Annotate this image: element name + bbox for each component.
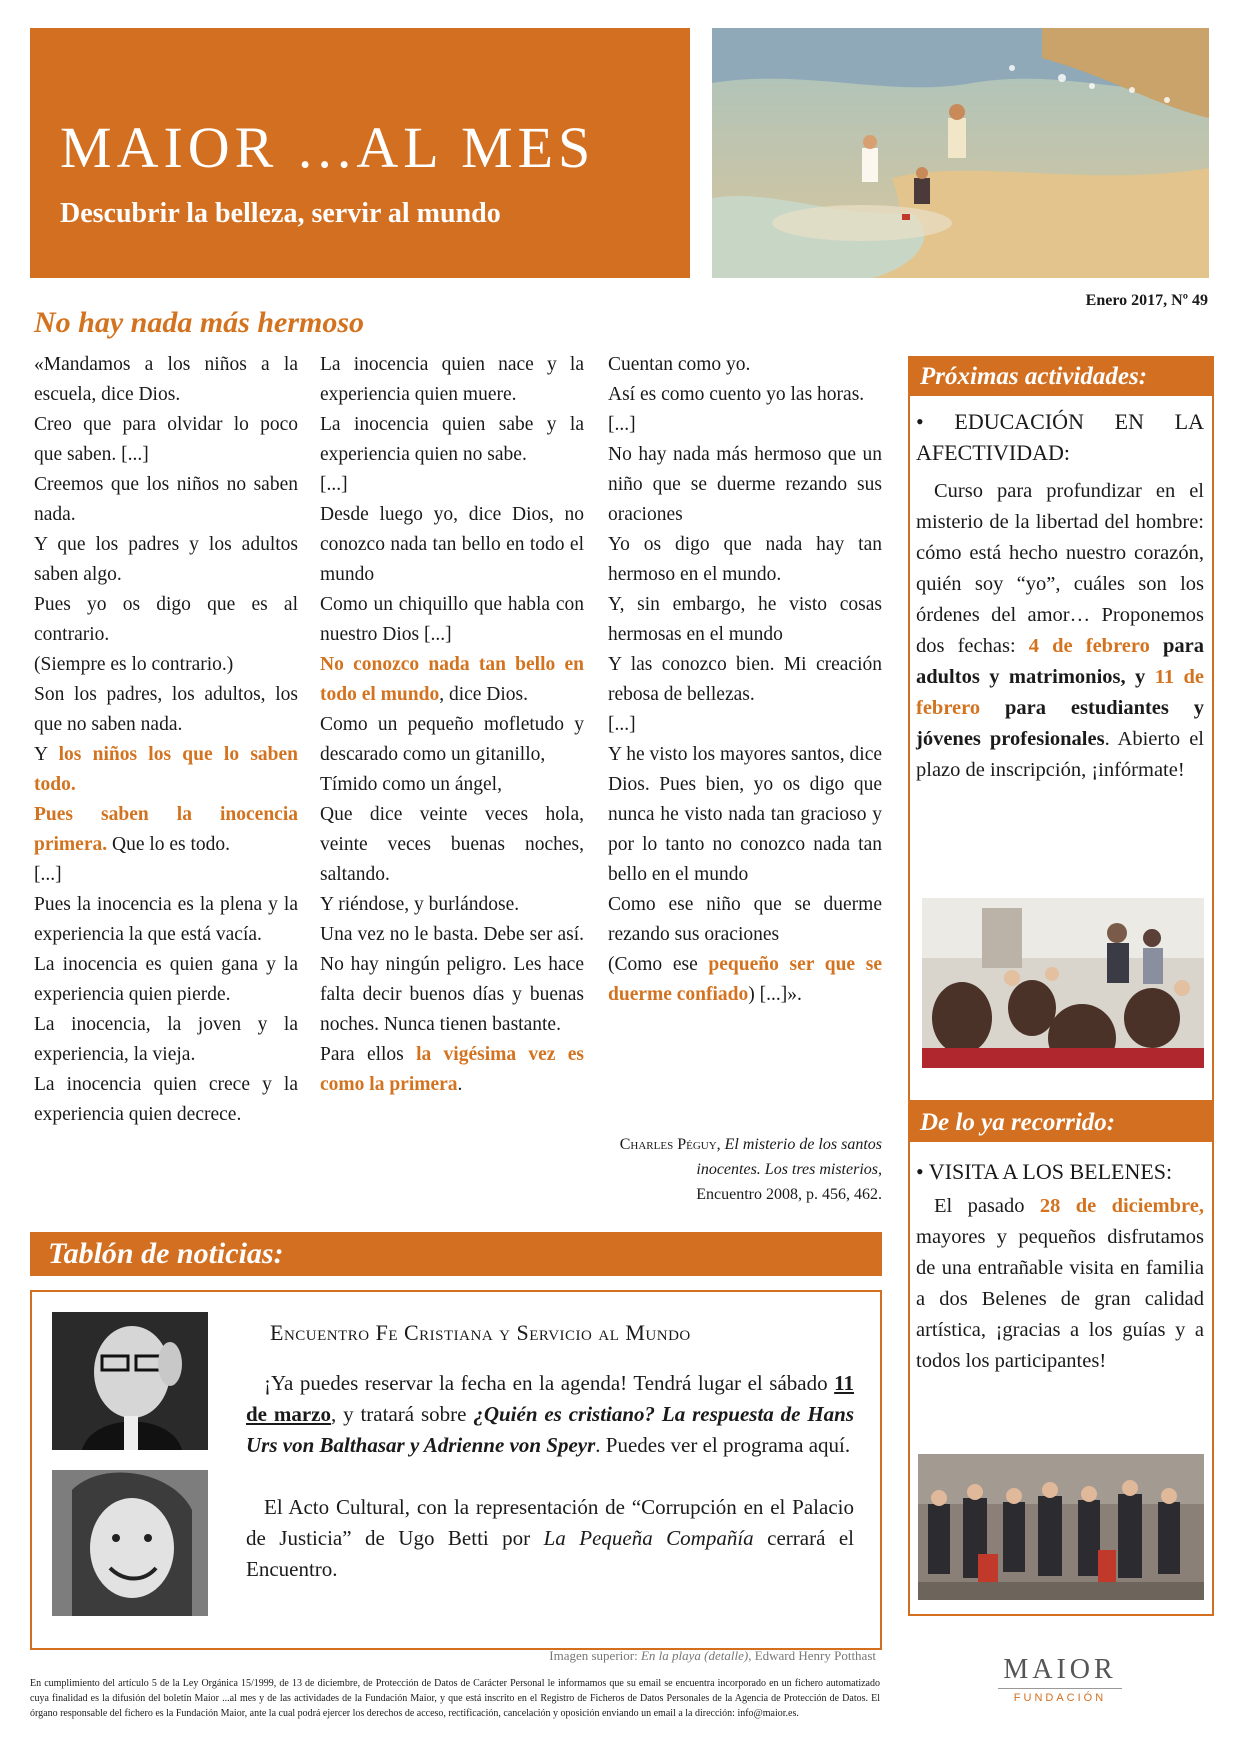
upcoming-activity-text <box>916 476 1204 786</box>
data-protection-notice: En cumplimiento del artículo 5 de la Ley Orgánica 15/1999, de 13 de diciembre, de Protección de Datos de Carácter Personal le informamos que su email se encuentra incorporado en un fichero automatizado cuya finalidad es la difusión del boletín Maior ...al mes y de las actividades de la Fundación Maior, y que está inscrito en el Registro de Ficheros de Datos Personales de la Agencia de Protección de Datos. El órgano responsable del fichero es la Fundación Maior, ante la cual podrá ejercer los derechos de acceso, rectificación, cancelación y oposición enviando un email a la dirección: info@maior.es. <box>30 1678 880 1719</box>
credit-work: En la playa (detalle) <box>640 1648 749 1663</box>
poem-line: Tímido como un ángel, <box>320 774 502 795</box>
poem-line: Y que los padres y los adultos saben algo. <box>34 534 298 585</box>
poem-line: [...] <box>608 414 636 435</box>
poem-text: Y <box>34 744 59 765</box>
poem-line: Cuentan como yo. <box>608 354 751 375</box>
poem-highlight: los niños los que lo saben todo. <box>34 744 299 795</box>
upcoming-activities-box <box>908 356 1214 1102</box>
poem-line: Como un chiquillo que habla con nuestro Dios [...] <box>320 594 584 645</box>
poem-column-3 <box>608 350 882 1010</box>
poem-highlight: pequeño ser que se duerme confiado <box>608 954 882 1005</box>
past-text: mayores y pequeños disfrutamos de una entrañable visita en familia a dos Belenes de gran calidad artística, ¡gracias a los guías y a todos los participantes! <box>916 1226 1204 1372</box>
poem-text: (Como ese <box>608 954 709 975</box>
adrienne-von-speyr-portrait <box>52 1470 208 1616</box>
poem-column-1 <box>34 350 298 1130</box>
poem-line: «Mandamos a los niños a la escuela, dice Dios. <box>34 354 298 405</box>
poem-highlight: la vigésima vez es como la primera <box>320 1044 585 1095</box>
poem-text: Que lo es todo. <box>107 834 231 855</box>
poem-line: Que dice veinte veces hola, veinte veces buenas noches, saltando. <box>320 804 584 885</box>
activity-date-2: 11 de febrero <box>916 666 1205 719</box>
poem-line: La inocencia quien sabe y la experiencia quien no sabe. <box>320 414 584 465</box>
upcoming-activities-heading: Próximas actividades: <box>910 358 1212 396</box>
poem-line: [...] <box>34 864 62 885</box>
logo-subtext: FUNDACIÓN <box>998 1688 1122 1704</box>
citation-work: El misterio de los santos inocentes. Los tres misterios, <box>696 1136 882 1178</box>
activity-description: Curso para profundizar en el misterio de la libertad del hombre: cómo está hecho nuestro corazón, quién soy “yo”, cuáles son los órdenes del amor… Proponemos dos fechas: <box>916 480 1204 657</box>
citation-publisher: Encuentro 2008, p. 456, 462. <box>696 1186 882 1203</box>
credit-label: Imagen superior: <box>549 1648 641 1663</box>
event-description <box>246 1368 854 1585</box>
news-board-heading: Tablón de noticias: <box>30 1232 882 1276</box>
past-text: El pasado <box>934 1195 1040 1217</box>
poem-line <box>34 800 298 860</box>
poem-text: ) [...]». <box>748 984 802 1005</box>
poem-line: Yo os digo que nada hay tan hermoso en el mundo. <box>608 534 882 585</box>
event-title: Encuentro Fe Cristiana y Servicio al Mundo <box>270 1320 691 1345</box>
balthasar-portrait <box>52 1312 208 1450</box>
poem-line: Así es como cuento yo las horas. <box>608 384 865 405</box>
past-activity-title: • VISITA A LOS BELENES: <box>916 1159 1173 1184</box>
poem-line: [...] <box>608 714 636 735</box>
poem-line <box>320 650 584 710</box>
poem-line <box>608 950 882 1010</box>
issue-date: Enero 2017, Nº 49 <box>1085 292 1208 309</box>
header-banner <box>30 28 690 278</box>
belenes-group-photo <box>918 1454 1204 1600</box>
poem-line: Desde luego yo, dice Dios, no conozco nada tan bello en todo el mundo <box>320 504 584 585</box>
poem-line: Como un pequeño mofletudo y descarado como un gitanillo, <box>320 714 584 765</box>
poem-citation: Charles Péguy, El misterio de los santos inocentes. Los tres misterios, Encuentro 2008, p. 456, 462. <box>619 1136 882 1203</box>
event-paragraph-2 <box>246 1492 854 1585</box>
poem-line: Creo que para olvidar lo poco que saben. [...] <box>34 414 298 465</box>
poem-highlight: Pues saben la inocencia primera. <box>34 804 298 855</box>
image-credit <box>480 1648 876 1664</box>
poem-line: La inocencia es quien gana y la experiencia quien pierde. <box>34 954 298 1005</box>
theatre-company: La Pequeña Compañía <box>543 1526 754 1550</box>
activity-date-1: 4 de febrero <box>1028 635 1150 657</box>
event-text: cerrará el Encuentro. <box>246 1526 854 1581</box>
poem-line: (Siempre es lo contrario.) <box>34 654 234 675</box>
poem-text: Para ellos <box>320 1044 417 1065</box>
poem-line <box>34 740 298 800</box>
poem-text: , dice Dios. <box>439 684 529 705</box>
header-painting <box>712 28 1209 278</box>
poem-line: Son los padres, los adultos, los que no saben nada. <box>34 684 298 735</box>
past-activities-body <box>916 1156 1204 1377</box>
poem-line: Como ese niño que se duerme rezando sus oraciones <box>608 894 882 945</box>
poem-line: Una vez no le basta. Debe ser así. No hay ningún peligro. Les hace falta decir buenos días y buenas noches. Nunca tienen bastante. <box>320 924 584 1035</box>
past-activities-heading: De lo ya recorrido: <box>910 1104 1212 1142</box>
poem-line: Y riéndose, y burlándose. <box>320 894 520 915</box>
poem-line: Y, sin embargo, he visto cosas hermosas en el mundo <box>608 594 882 645</box>
logo-text: MAIOR <box>1003 1654 1117 1685</box>
poem-line: Pues yo os digo que es al contrario. <box>34 594 298 645</box>
activity-registration: . Abierto el plazo de inscripción, ¡infórmate! <box>916 728 1204 781</box>
poem-text: . <box>457 1074 463 1095</box>
poem-line: Pues la inocencia es la plena y la experiencia la que está vacía. <box>34 894 298 945</box>
activity-audience-1: para adultos y matrimonios, y <box>916 635 1205 688</box>
event-text: , y tratará sobre <box>331 1402 474 1426</box>
event-text: . Puedes ver el programa aquí. <box>595 1433 851 1457</box>
poem-line: La inocencia quien nace y la experiencia quien muere. <box>320 354 584 405</box>
credit-artist: , Edward Henry Potthast <box>748 1648 876 1663</box>
upcoming-activities-body <box>916 406 1204 786</box>
poem-line: Y he visto los mayores santos, dice Dios. Pues bien, yo os digo que nunca he visto nada tan gracioso y por lo tanto no conozco nada tan bello en el mundo <box>608 744 882 885</box>
poem-highlight: No conozco nada tan bello en todo el mundo <box>320 654 584 705</box>
event-paragraph-1 <box>246 1368 854 1461</box>
poem-line <box>320 1040 584 1100</box>
event-text: ¡Ya puedes reservar la fecha en la agenda! Tendrá lugar el sábado <box>264 1371 835 1395</box>
past-activity-text <box>916 1191 1204 1377</box>
citation-author: Charles Péguy <box>619 1136 717 1153</box>
poem-column-2 <box>320 350 584 1100</box>
course-photo <box>922 898 1204 1068</box>
poem-line: No hay nada más hermoso que un niño que se duerme rezando sus oraciones <box>608 444 882 525</box>
event-topic: ¿Quién es cristiano? La respuesta de Hans Urs von Balthasar y Adrienne von Speyr <box>246 1402 855 1457</box>
poem-line: La inocencia, la joven y la experiencia, la vieja. <box>34 1014 298 1065</box>
event-date: 11 de marzo <box>246 1371 854 1426</box>
poem-line: La inocencia quien crece y la experiencia quien decrece. <box>34 1074 298 1125</box>
maior-logo <box>998 1654 1122 1704</box>
poem-line: Creemos que los niños no saben nada. <box>34 474 298 525</box>
newsletter-subtitle: Descubrir la belleza, servir al mundo <box>60 198 501 229</box>
poem-line: [...] <box>320 474 348 495</box>
past-activity-date: 28 de diciembre, <box>1039 1195 1204 1217</box>
poem-title: No hay nada más hermoso <box>34 306 365 339</box>
activity-audience-2: para estudiantes y jóvenes profesionales <box>916 697 1204 750</box>
upcoming-activity-title: • EDUCACIÓN EN LA AFECTIVIDAD: <box>916 409 1204 465</box>
poem-line: Y las conozco bien. Mi creación rebosa de bellezas. <box>608 654 882 705</box>
past-activities-box <box>908 1102 1214 1616</box>
newsletter-title: MAIOR ...AL MES <box>60 115 596 180</box>
event-text: El Acto Cultural, con la representación de “Corrupción en el Palacio de Justicia” de Ugo Betti por <box>246 1495 854 1550</box>
